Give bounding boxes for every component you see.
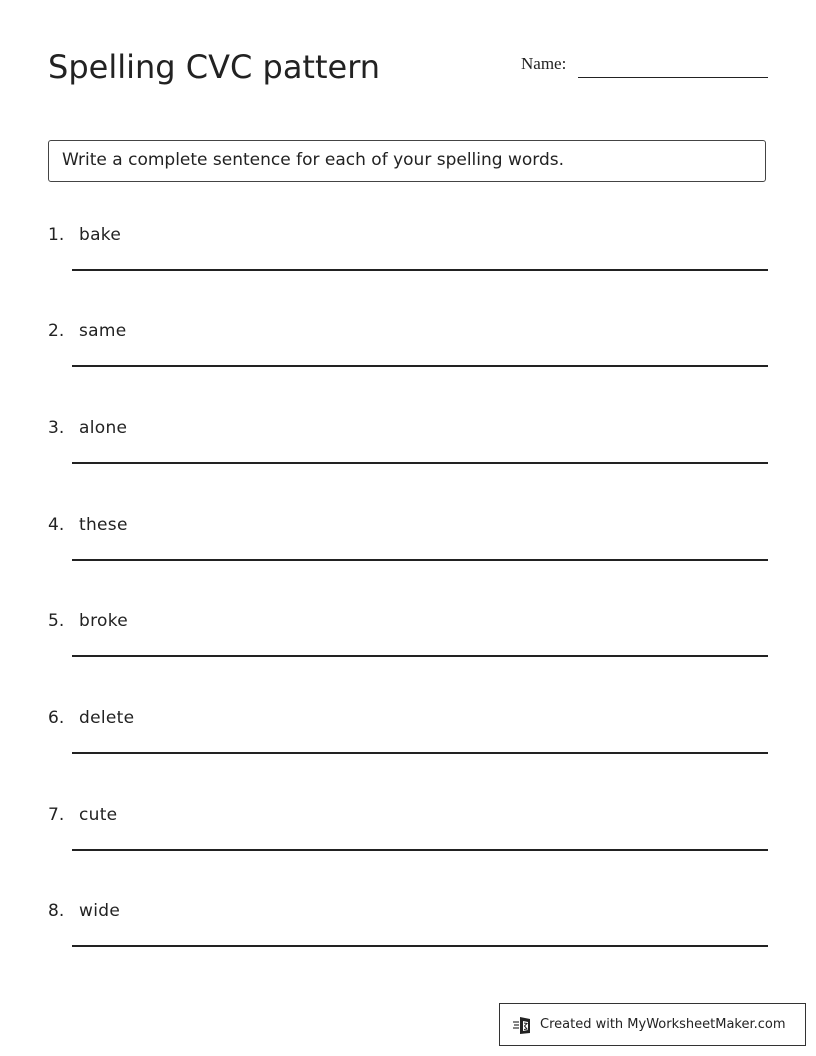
- spelling-word: alone: [79, 418, 128, 438]
- spelling-word: cute: [79, 805, 118, 825]
- answer-line[interactable]: [72, 559, 768, 561]
- item-number: 2.: [48, 321, 65, 341]
- answer-line[interactable]: [72, 462, 768, 464]
- list-item: [48, 418, 768, 478]
- list-item: [48, 225, 768, 285]
- item-number: 4.: [48, 515, 65, 535]
- item-number: 8.: [48, 901, 65, 921]
- spelling-word: wide: [79, 901, 121, 921]
- name-field-line[interactable]: [578, 77, 768, 78]
- item-number: 7.: [48, 805, 65, 825]
- item-number: 3.: [48, 418, 65, 438]
- worksheet-title: Spelling CVC pattern: [48, 48, 381, 86]
- answer-line[interactable]: [72, 365, 768, 367]
- list-item: [48, 901, 768, 961]
- instructions-text: Write a complete sentence for each of your spelling words.: [62, 150, 565, 170]
- list-item: [48, 515, 768, 575]
- spelling-word: same: [79, 321, 127, 341]
- item-number: 6.: [48, 708, 65, 728]
- answer-line[interactable]: [72, 849, 768, 851]
- answer-line[interactable]: [72, 752, 768, 754]
- footer-text: Created with MyWorksheetMaker.com: [540, 1017, 786, 1032]
- footer-credit[interactable]: [499, 1003, 806, 1046]
- item-number: 5.: [48, 611, 65, 631]
- answer-line[interactable]: [72, 655, 768, 657]
- list-item: [48, 611, 768, 671]
- item-number: 1.: [48, 225, 65, 245]
- name-label: Name:: [521, 54, 567, 73]
- list-item: [48, 321, 768, 381]
- spelling-word: broke: [79, 611, 129, 631]
- spelling-word: delete: [79, 708, 135, 728]
- spelling-word: bake: [79, 225, 122, 245]
- answer-line[interactable]: [72, 269, 768, 271]
- list-item: [48, 708, 768, 768]
- answer-line[interactable]: [72, 945, 768, 947]
- spelling-word: these: [79, 515, 128, 535]
- instructions-box: [48, 140, 766, 182]
- myworksheetmaker-logo-icon: [512, 1014, 534, 1036]
- list-item: [48, 805, 768, 865]
